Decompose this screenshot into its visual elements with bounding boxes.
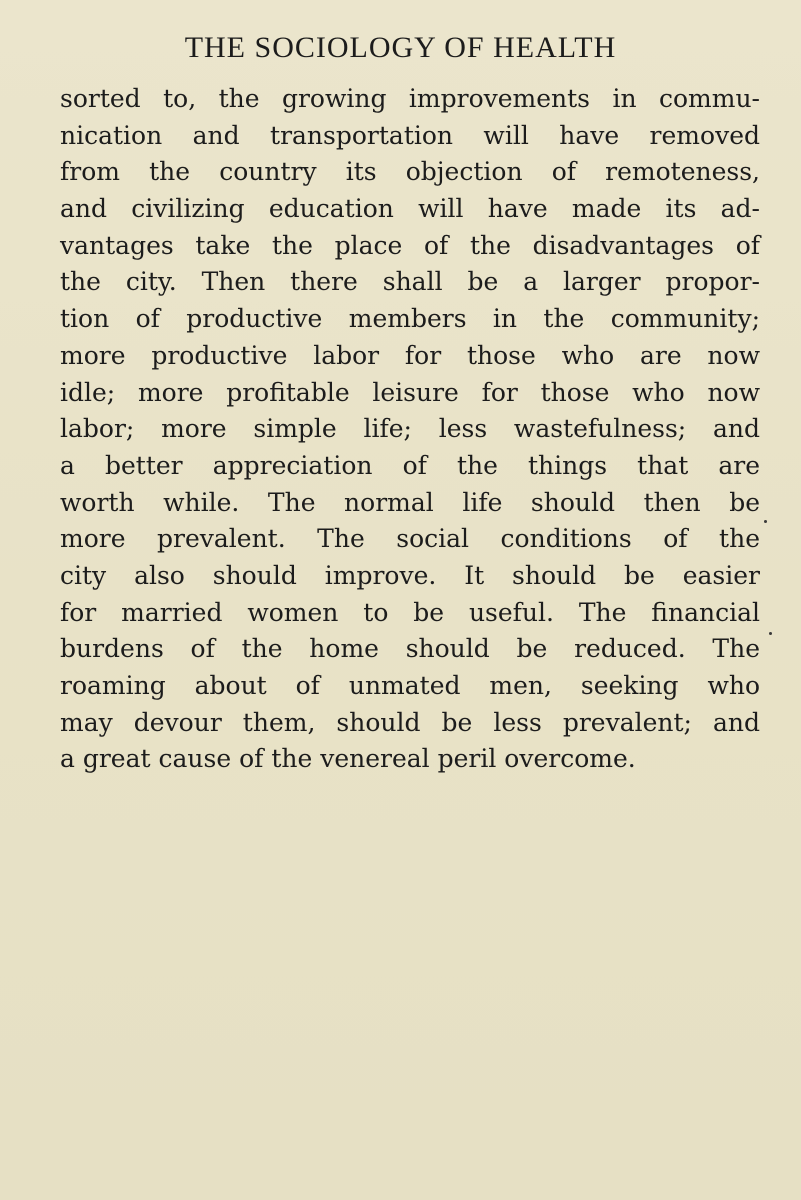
text-line: burdens of the home should be reduced. The <box>60 634 760 664</box>
text-line: more prevalent. The social conditions of the <box>60 524 760 554</box>
text-line: labor; more simple life; less wastefulness; and <box>60 414 760 444</box>
text-line: nication and transportation will have removed <box>60 120 760 150</box>
running-head-title: THE SOCIOLOGY OF HEALTH <box>184 31 617 64</box>
paper-speck <box>764 520 767 523</box>
paper-speck <box>769 632 772 635</box>
text-line: city also should improve. It should be easier <box>60 560 760 590</box>
text-line: for married women to be useful. The financial <box>60 597 760 627</box>
text-line: may devour them, should be less prevalent; and <box>60 707 760 737</box>
text-line: a better appreciation of the things that are <box>60 450 760 480</box>
text-line: roaming about of unmated men, seeking who <box>60 671 760 700</box>
text-line: a great cause of the venereal peril overcome. <box>60 744 636 774</box>
text-line: idle; more profitable leisure for those who now <box>60 377 760 407</box>
text-line: tion of productive members in the community; <box>60 304 760 334</box>
text-line: the city. Then there shall be a larger propor- <box>60 267 760 297</box>
body-paragraph <box>60 81 760 778</box>
text-line: from the country its objection of remoteness, <box>60 157 760 187</box>
text-line: worth while. The normal life should then be <box>60 487 760 517</box>
text-line: more productive labor for those who are now <box>60 340 760 370</box>
text-line: and civilizing education will have made its ad- <box>60 194 760 224</box>
text-line: vantages take the place of the disadvantages of <box>60 230 760 260</box>
text-line: sorted to, the growing improvements in commu- <box>60 84 760 113</box>
